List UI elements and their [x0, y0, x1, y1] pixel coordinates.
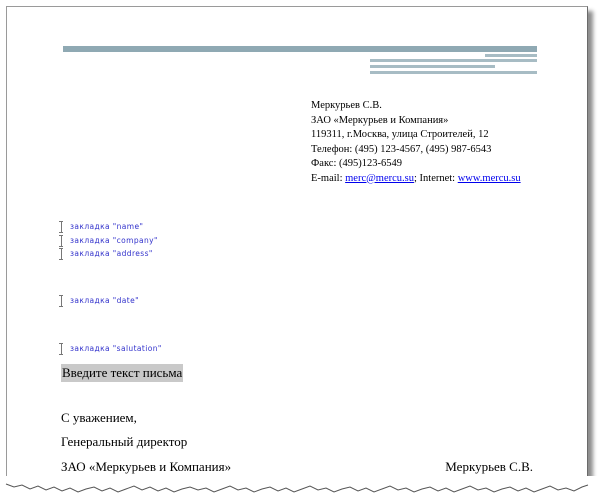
closing-regards: С уважением,: [61, 410, 137, 425]
header-bar: [63, 46, 537, 52]
sender-phone: Телефон: (495) 123-4567, (495) 987-6543: [311, 143, 492, 155]
bookmark-date[interactable]: [59, 295, 139, 307]
sender-company: ЗАО «Меркурьев и Компания»: [311, 114, 449, 126]
closing-position: Генеральный директор: [61, 434, 188, 449]
header-stripe: [485, 54, 537, 57]
text-cursor-icon: [59, 295, 63, 307]
bookmark-salutation[interactable]: [59, 343, 162, 355]
closing-signer: Меркурьев С.В.: [445, 459, 533, 474]
sender-contacts: [311, 172, 521, 187]
email-label: E-mail:: [311, 172, 346, 184]
internet-label: ; Internet:: [413, 172, 458, 184]
torn-page-edge: [0, 476, 600, 500]
text-cursor-icon: [59, 248, 63, 260]
text-cursor-icon: [59, 235, 63, 247]
bookmark-label: закладка "date": [70, 296, 140, 305]
bookmark-address[interactable]: [59, 248, 153, 260]
letter-page: [6, 6, 588, 487]
sender-address-block: [311, 99, 521, 186]
text-cursor-icon: [59, 221, 63, 233]
closing-company: ЗАО «Меркурьев и Компания»: [61, 459, 232, 474]
website-link[interactable]: www.mercu.su: [457, 172, 521, 184]
sender-fax: Факс: (495)123-6549: [311, 158, 402, 169]
header-stripe: [370, 71, 537, 74]
sender-street: 119311, г.Москва, улица Строителей, 12: [311, 129, 489, 140]
bookmark-name[interactable]: [59, 221, 143, 233]
bookmark-label: закладка "company": [70, 236, 158, 245]
bookmark-label: закладка "name": [70, 222, 144, 231]
text-cursor-icon: [59, 343, 63, 355]
bookmark-company[interactable]: [59, 235, 158, 247]
header-stripe: [370, 59, 537, 62]
bookmark-label: закладка "salutation": [70, 344, 162, 353]
sender-name: Меркурьев С.В.: [311, 100, 382, 111]
header-stripe: [370, 65, 495, 68]
bookmark-label: закладка "address": [70, 249, 153, 258]
letter-body-placeholder[interactable]: Введите текст письма: [62, 365, 183, 380]
email-link[interactable]: merc@mercu.su: [345, 172, 414, 184]
